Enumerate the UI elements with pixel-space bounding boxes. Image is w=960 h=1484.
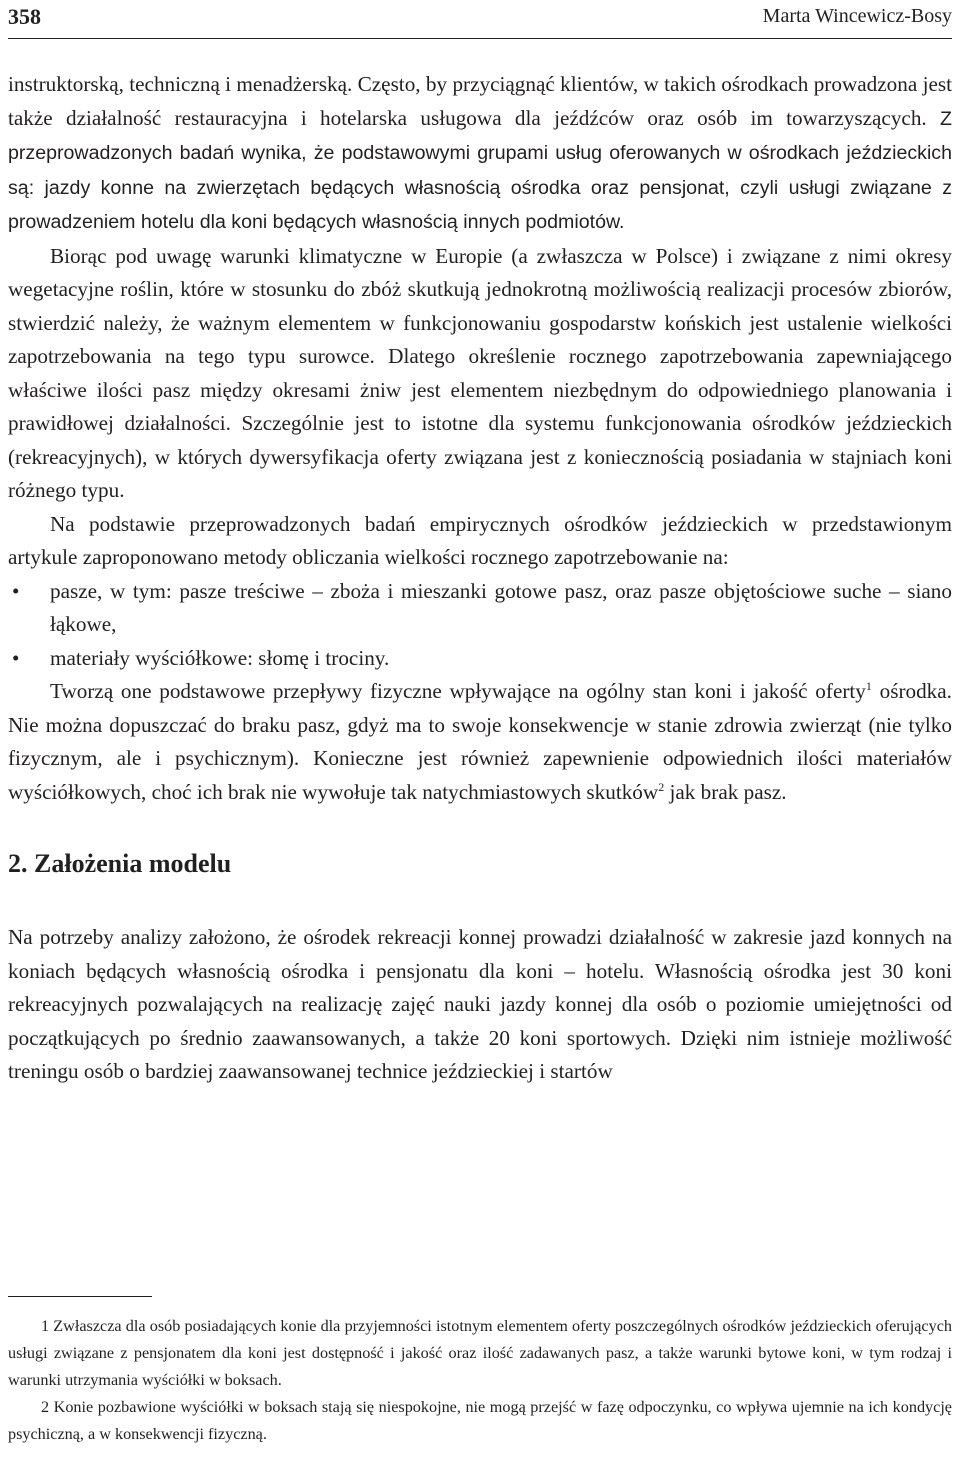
list-item-text: pasze, w tym: pasze treściwe – zboża i mieszanki gotowe pasz, oraz pasze objętościowe suche – siano łąkowe, — [50, 578, 952, 636]
bullet-icon: • — [12, 645, 20, 670]
paragraph-4-text-b: ośrodka. Nie można dopuszczać do braku pasz, gdyż ma to swoje konsekwencje w stanie zdrowia zwierząt (nie tylko fizycznym, ale i psychicznym). Konieczne jest również zapewnienie odpowiednich ilości materiałów wyściółkowych, choć ich brak nie wywołuje tak natychmiastowych skutków — [8, 679, 952, 804]
running-header — [8, 0, 952, 39]
footnote-ref-1[interactable]: 1 — [865, 679, 872, 693]
main-text — [8, 68, 952, 1089]
paragraph-1-serif-text: instruktorską, techniczną i menadżerską. Często, by przyciągnąć klientów, w takich ośrodkach prowadzona jest także działalność restauracyjna i hotelarska usługowa dla jeźdźców oraz osób im towarzyszących. — [8, 72, 952, 130]
list-item — [8, 642, 952, 676]
bullet-list — [8, 575, 952, 676]
footnote-1 — [8, 1313, 952, 1394]
list-item-text: materiały wyściółkowe: słomę i trociny. — [50, 645, 390, 670]
page-number: 358 — [8, 4, 41, 29]
footnote-number: 1 — [41, 1317, 50, 1335]
list-item — [8, 575, 952, 642]
running-head-author: Marta Wincewicz-Bosy — [762, 5, 952, 27]
footnote-2 — [8, 1394, 952, 1448]
paragraph-1-sans-text: Z przeprowadzonych badań wynika, że podstawowymi grupami usług oferowanych w ośrodkach jeździeckich są: jazdy konne na zwierzętach będących własnością ośrodka oraz pensjonat, czyli usługi związane z prowadzeniem hotelu dla koni będących własnością innych podmiotów. — [8, 107, 952, 233]
paragraph-4-text-a: Tworzą one podstawowe przepływy fizyczne wpływające na ogólny stan koni i jakość oferty — [50, 679, 866, 703]
footnote-divider — [8, 1296, 152, 1297]
section-heading: 2. Założenia modelu — [8, 849, 232, 878]
paragraph-4-text-c: jak brak pasz. — [664, 779, 787, 804]
paragraph-2: Biorąc pod uwagę warunki klimatyczne w Europie (a zwłaszcza w Polsce) i związane z nimi okresy wegetacyjne roślin, które w stosunku do zbóż skutkują jednokrotną możliwością realizacji procesów zbiorów, stwierdzić należy, że ważnym elementem w funkcjonowaniu gospodarstw końskich jest ustalenie wielkości zapotrzebowania na tego typu surowce. Dlatego określenie rocznego zapotrzebowania zapewniającego właściwe ilości pasz między okresami żniw jest elementem niezbędnym do odpowiedniego planowania i prawidłowej działalności. Szczególnie jest to istotne dla systemu funkcjonowania ośrodków jeździeckich (rekreacyjnych), w których dywersyfikacja oferty związana jest z koniecznością posiadania w stajniach koni różnego typu. — [8, 243, 952, 502]
footnote-text: Konie pozbawione wyściółki w boksach stają się niespokojne, nie mogą przejść w fazę odpoczynku, co wpływa ujemnie na ich kondycję psychiczną, a w konsekwencji fizyczną. — [8, 1398, 952, 1443]
section-paragraph-1: Na potrzeby analizy założono, że ośrodek rekreacji konnej prowadzi działalność w zakresie jazd konnych na koniach będących własnością ośrodka i pensjonatu dla koni – hotelu. Własnością ośrodka jest 30 koni rekreacyjnych pozwalających na realizację zajęć nauki jazdy konnej dla osób o poziomie umiejętności od początkujących po średnio zaawansowanych, a także 20 koni sportowych. Dzięki nim istnieje możliwość treningu osób o bardziej zaawansowanej technice jeździeckiej i startów — [8, 925, 952, 1083]
footnote-ref-2[interactable]: 2 — [658, 779, 665, 794]
footnote-number: 2 — [41, 1398, 50, 1416]
paragraph-1 — [8, 68, 952, 240]
paragraph-4 — [8, 675, 952, 809]
bullet-icon: • — [12, 578, 20, 603]
footnotes — [8, 1313, 952, 1448]
footnote-text: Zwłaszcza dla osób posiadających konie dla przyjemności istotnym elementem oferty poszczególnych ośrodków jeździeckich oferujących usługi związane z pensjonatem dla koni jest dostępność i jakość oraz ilość zadawanych pasz, a także warunki bytowe koni, w tym rodzaj i warunki utrzymania wyściółki w boksach. — [8, 1317, 952, 1389]
paragraph-3: Na podstawie przeprowadzonych badań empirycznych ośrodków jeździeckich w przedstawionym artykule zaproponowano metody obliczania wielkości rocznego zapotrzebowanie na: — [8, 511, 952, 569]
